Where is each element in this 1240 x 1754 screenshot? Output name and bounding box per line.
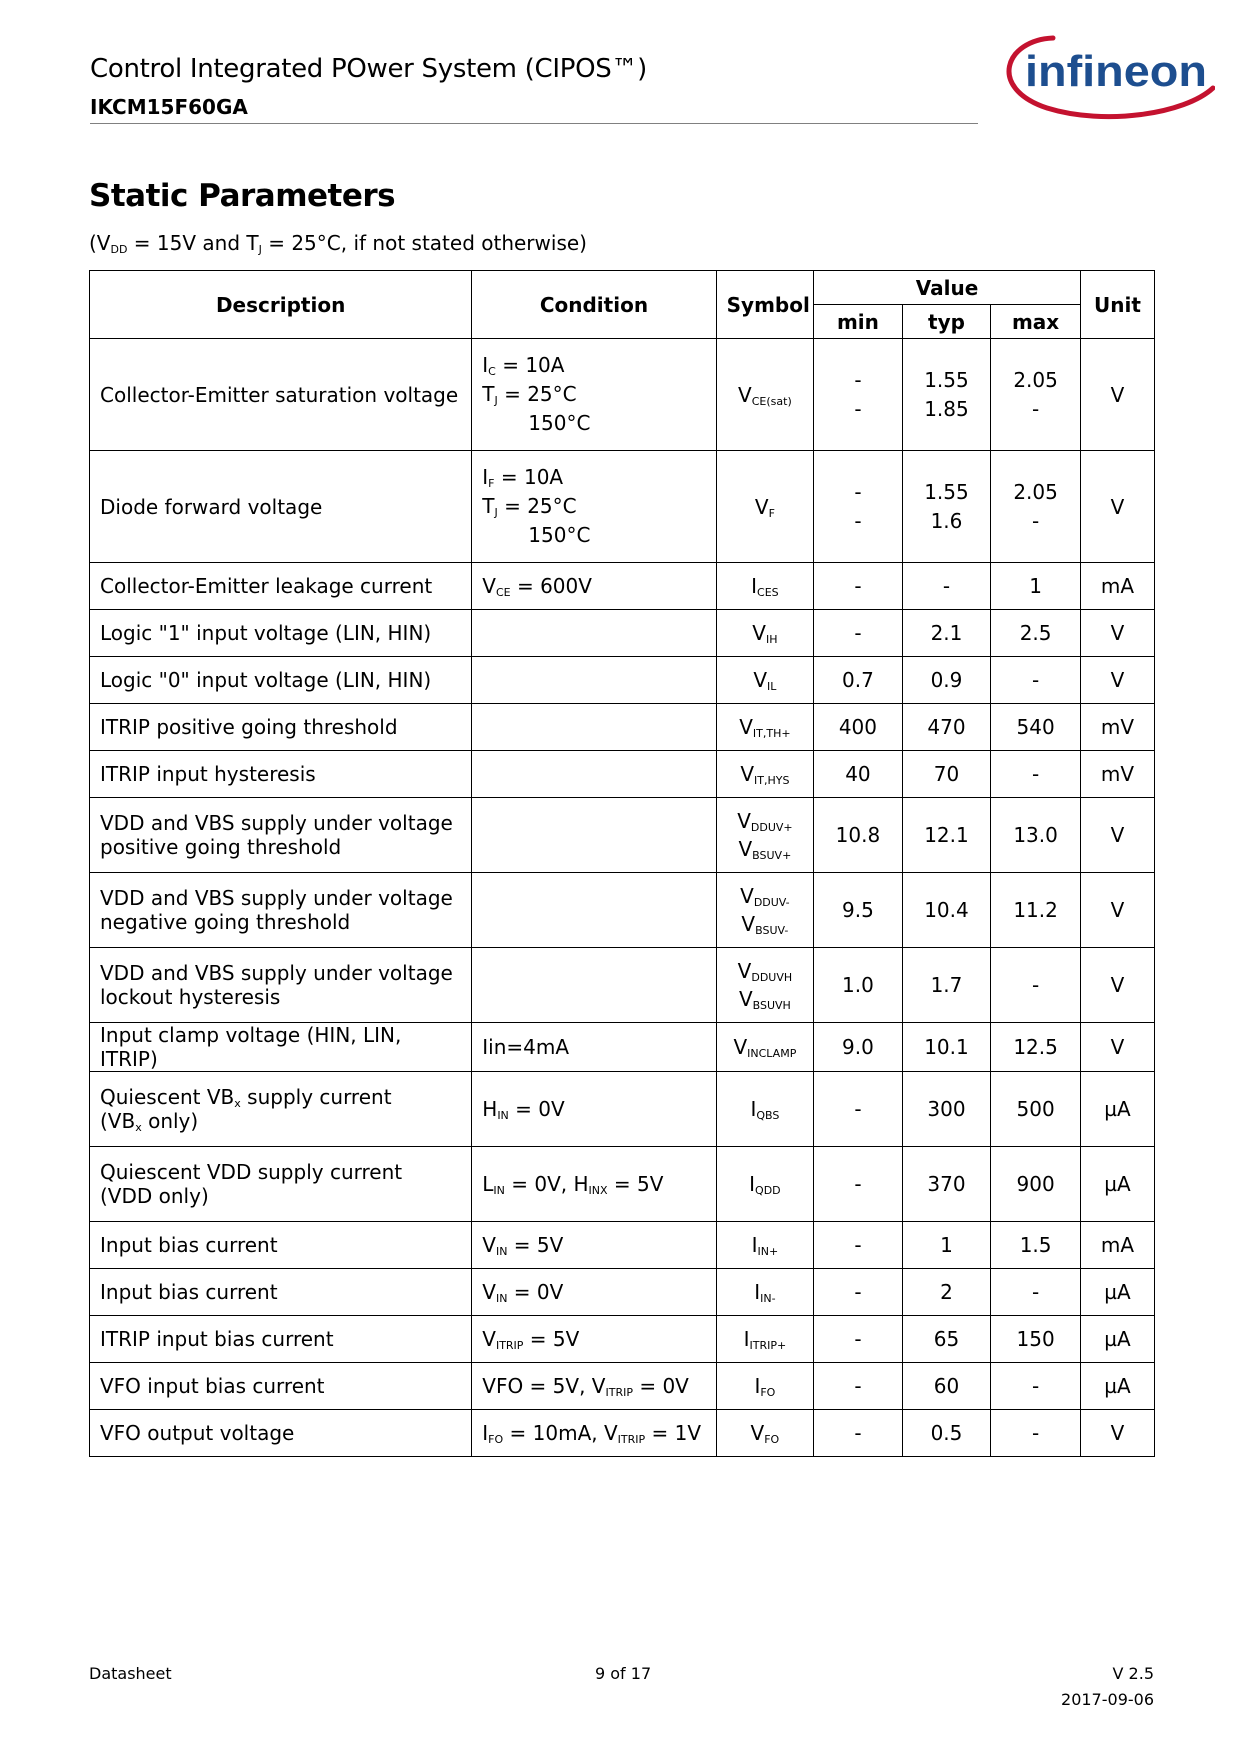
cell-max: 150 xyxy=(991,1316,1081,1363)
table-row xyxy=(90,704,1155,751)
logo-wordmark: infineon xyxy=(1025,47,1207,96)
cell-min: - xyxy=(814,1147,903,1222)
cell-condition: $V_{IN} = 5V$ xyxy=(472,1222,716,1269)
cell-max: 540 xyxy=(991,704,1081,751)
col-header-value: Value xyxy=(814,271,1081,305)
cell-description: VDD and VBS supply under voltage negative going threshold xyxy=(90,873,472,948)
cell-max: 1 xyxy=(991,563,1081,610)
cell-typ: 10.1 xyxy=(902,1023,991,1072)
cell-max: 13.0 xyxy=(991,798,1081,873)
cell-condition: $I_{FO} = 10mA$, $V_{ITRIP} = 1V$ xyxy=(472,1410,716,1457)
cell-min: 10.8 xyxy=(814,798,903,873)
header-row xyxy=(90,271,1155,305)
section-title: Static Parameters xyxy=(89,178,396,214)
cell-max: 2.05 - xyxy=(991,451,1081,563)
cell-max: 2.05 - xyxy=(991,339,1081,451)
cell-condition: $V_{IN} = 0V$ xyxy=(472,1269,716,1316)
cell-symbol: $V_{IT,HYS}$ xyxy=(716,751,814,798)
cell-condition xyxy=(472,704,716,751)
cell-min: - xyxy=(814,1363,903,1410)
cell-unit: µA xyxy=(1080,1147,1154,1222)
cell-max: - xyxy=(991,751,1081,798)
cell-condition xyxy=(472,873,716,948)
cell-description: Quiescent $VB_x$ supply current ($VB_x$ only) xyxy=(90,1072,472,1147)
cell-max: - xyxy=(991,1410,1081,1457)
table-row xyxy=(90,339,1155,451)
cell-symbol: $V_{DDUV-}$ $V_{BSUV-}$ xyxy=(716,873,814,948)
cell-description: Logic "0" input voltage (LIN, HIN) xyxy=(90,657,472,704)
part-number: IKCM15F60GA xyxy=(90,95,248,119)
table-row xyxy=(90,948,1155,1023)
cell-symbol: $I_{QBS}$ xyxy=(716,1072,814,1147)
cell-min: - xyxy=(814,563,903,610)
cell-condition xyxy=(472,948,716,1023)
cell-min: - xyxy=(814,1222,903,1269)
cell-description: ITRIP positive going threshold xyxy=(90,704,472,751)
table-row xyxy=(90,610,1155,657)
cell-unit: V xyxy=(1080,1023,1154,1072)
cell-typ: 10.4 xyxy=(902,873,991,948)
cell-description: Collector-Emitter leakage current xyxy=(90,563,472,610)
cell-min: 9.0 xyxy=(814,1023,903,1072)
cell-symbol: $V_{FO}$ xyxy=(716,1410,814,1457)
cell-symbol: $I_{QDD}$ xyxy=(716,1147,814,1222)
footer-version: V 2.5 xyxy=(1112,1664,1154,1683)
cell-symbol: $V_{CE(sat)}$ xyxy=(716,339,814,451)
cell-description: ITRIP input bias current xyxy=(90,1316,472,1363)
cell-description: Quiescent VDD supply current (VDD only) xyxy=(90,1147,472,1222)
cell-symbol: $I_{IN+}$ xyxy=(716,1222,814,1269)
cell-unit: V xyxy=(1080,451,1154,563)
cell-description: VDD and VBS supply under voltage lockout hysteresis xyxy=(90,948,472,1023)
cell-condition xyxy=(472,798,716,873)
cell-min: - - xyxy=(814,339,903,451)
cell-typ: 60 xyxy=(902,1363,991,1410)
cell-unit: µA xyxy=(1080,1363,1154,1410)
cell-max: 1.5 xyxy=(991,1222,1081,1269)
cell-min: - xyxy=(814,1269,903,1316)
cell-min: 0.7 xyxy=(814,657,903,704)
table-row xyxy=(90,1316,1155,1363)
cell-symbol: $V_{INCLAMP}$ xyxy=(716,1023,814,1072)
cell-min: 400 xyxy=(814,704,903,751)
cell-symbol: $I_{FO}$ xyxy=(716,1363,814,1410)
cell-symbol: $I_{IN-}$ xyxy=(716,1269,814,1316)
cell-unit: µA xyxy=(1080,1316,1154,1363)
cell-condition: $V_{ITRIP} = 5V$ xyxy=(472,1316,716,1363)
cell-min: - xyxy=(814,610,903,657)
col-header-condition: Condition xyxy=(472,271,716,339)
cell-description: Diode forward voltage xyxy=(90,451,472,563)
cell-typ: 0.5 xyxy=(902,1410,991,1457)
cell-unit: mV xyxy=(1080,751,1154,798)
cell-typ: 2 xyxy=(902,1269,991,1316)
cell-typ: 1.55 1.85 xyxy=(902,339,991,451)
cell-symbol: $I_{CES}$ xyxy=(716,563,814,610)
cell-typ: 470 xyxy=(902,704,991,751)
table-row xyxy=(90,1072,1155,1147)
cell-symbol: $V_{DDUV+}$ $V_{BSUV+}$ xyxy=(716,798,814,873)
test-conditions-note: ($V_{DD} = 15V$ and $T_J = 25^\circ C$, if not stated otherwise) xyxy=(89,231,587,256)
cell-typ: 70 xyxy=(902,751,991,798)
cell-max: 12.5 xyxy=(991,1023,1081,1072)
table-row xyxy=(90,1147,1155,1222)
table-row xyxy=(90,1269,1155,1316)
cell-typ: 12.1 xyxy=(902,798,991,873)
cell-unit: V xyxy=(1080,948,1154,1023)
cell-condition: VFO = 5V, $V_{ITRIP} = 0V$ xyxy=(472,1363,716,1410)
table-row xyxy=(90,798,1155,873)
cell-typ: 1.7 xyxy=(902,948,991,1023)
cell-condition: $H_{IN} = 0V$ xyxy=(472,1072,716,1147)
col-header-min: min xyxy=(814,305,903,339)
cell-unit: V xyxy=(1080,610,1154,657)
cell-typ: 300 xyxy=(902,1072,991,1147)
cell-symbol: $V_F$ xyxy=(716,451,814,563)
cell-min: - xyxy=(814,1410,903,1457)
col-header-max: max xyxy=(991,305,1081,339)
cell-symbol: $V_{IL}$ xyxy=(716,657,814,704)
cell-unit: mA xyxy=(1080,563,1154,610)
cell-unit: V xyxy=(1080,1410,1154,1457)
cell-description: Logic "1" input voltage (LIN, HIN) xyxy=(90,610,472,657)
cell-condition: $I_C = 10A$ $T_J = 25^\circ C$ 150°C xyxy=(472,339,716,451)
cell-description: ITRIP input hysteresis xyxy=(90,751,472,798)
footer-page-number: 9 of 17 xyxy=(595,1664,652,1683)
cell-max: 11.2 xyxy=(991,873,1081,948)
cell-unit: mA xyxy=(1080,1222,1154,1269)
cell-typ: 370 xyxy=(902,1147,991,1222)
table-row xyxy=(90,657,1155,704)
cell-unit: V xyxy=(1080,339,1154,451)
footer-date: 2017-09-06 xyxy=(1061,1690,1154,1709)
cell-condition xyxy=(472,751,716,798)
cell-max: - xyxy=(991,1269,1081,1316)
table-row xyxy=(90,563,1155,610)
cell-description: VDD and VBS supply under voltage positive going threshold xyxy=(90,798,472,873)
cell-min: 1.0 xyxy=(814,948,903,1023)
cell-min: - xyxy=(814,1072,903,1147)
cell-min: - xyxy=(814,1316,903,1363)
cell-symbol: $V_{IT,TH+}$ xyxy=(716,704,814,751)
cell-typ: 2.1 xyxy=(902,610,991,657)
cell-typ: 1.55 1.6 xyxy=(902,451,991,563)
document-title: Control Integrated POwer System (CIPOS™) xyxy=(90,54,648,84)
cell-condition: $V_{CE} = 600V$ xyxy=(472,563,716,610)
table-row xyxy=(90,1410,1155,1457)
cell-condition xyxy=(472,610,716,657)
footer-doc-type: Datasheet xyxy=(89,1664,172,1683)
table-row xyxy=(90,1023,1155,1072)
cell-description: Collector-Emitter saturation voltage xyxy=(90,339,472,451)
table-row xyxy=(90,1222,1155,1269)
cell-description: Input bias current xyxy=(90,1269,472,1316)
cell-condition: Iin=4mA xyxy=(472,1023,716,1072)
cell-description: VFO input bias current xyxy=(90,1363,472,1410)
cell-unit: V xyxy=(1080,873,1154,948)
cell-typ: 65 xyxy=(902,1316,991,1363)
table-row xyxy=(90,873,1155,948)
cell-unit: V xyxy=(1080,798,1154,873)
cell-condition: $L_{IN} = 0V$, $H_{INX} = 5V$ xyxy=(472,1147,716,1222)
cell-symbol: $V_{IH}$ xyxy=(716,610,814,657)
cell-condition: $I_F = 10A$ $T_J = 25^\circ C$ 150°C xyxy=(472,451,716,563)
cell-condition xyxy=(472,657,716,704)
header-divider xyxy=(90,123,978,124)
cell-max: - xyxy=(991,657,1081,704)
cell-description: VFO output voltage xyxy=(90,1410,472,1457)
cell-unit: mV xyxy=(1080,704,1154,751)
cell-max: - xyxy=(991,1363,1081,1410)
cell-description: Input bias current xyxy=(90,1222,472,1269)
cell-min: 40 xyxy=(814,751,903,798)
cell-symbol: $I_{ITRIP+}$ xyxy=(716,1316,814,1363)
cell-max: 900 xyxy=(991,1147,1081,1222)
infineon-logo xyxy=(995,26,1215,124)
cell-typ: 0.9 xyxy=(902,657,991,704)
cell-min: - - xyxy=(814,451,903,563)
cell-max: - xyxy=(991,948,1081,1023)
cell-min: 9.5 xyxy=(814,873,903,948)
cell-symbol: $V_{DDUVH}$ $V_{BSUVH}$ xyxy=(716,948,814,1023)
table-row xyxy=(90,751,1155,798)
col-header-unit: Unit xyxy=(1080,271,1154,339)
cell-max: 2.5 xyxy=(991,610,1081,657)
table-row xyxy=(90,1363,1155,1410)
col-header-description: Description xyxy=(90,271,472,339)
cell-unit: µA xyxy=(1080,1269,1154,1316)
col-header-symbol: Symbol xyxy=(716,271,814,339)
static-parameters-table xyxy=(89,270,1155,1457)
col-header-typ: typ xyxy=(902,305,991,339)
table-row xyxy=(90,451,1155,563)
cell-typ: 1 xyxy=(902,1222,991,1269)
cell-typ: - xyxy=(902,563,991,610)
cell-description: Input clamp voltage (HIN, LIN, ITRIP) xyxy=(90,1023,472,1072)
cell-unit: µA xyxy=(1080,1072,1154,1147)
cell-unit: V xyxy=(1080,657,1154,704)
cell-max: 500 xyxy=(991,1072,1081,1147)
